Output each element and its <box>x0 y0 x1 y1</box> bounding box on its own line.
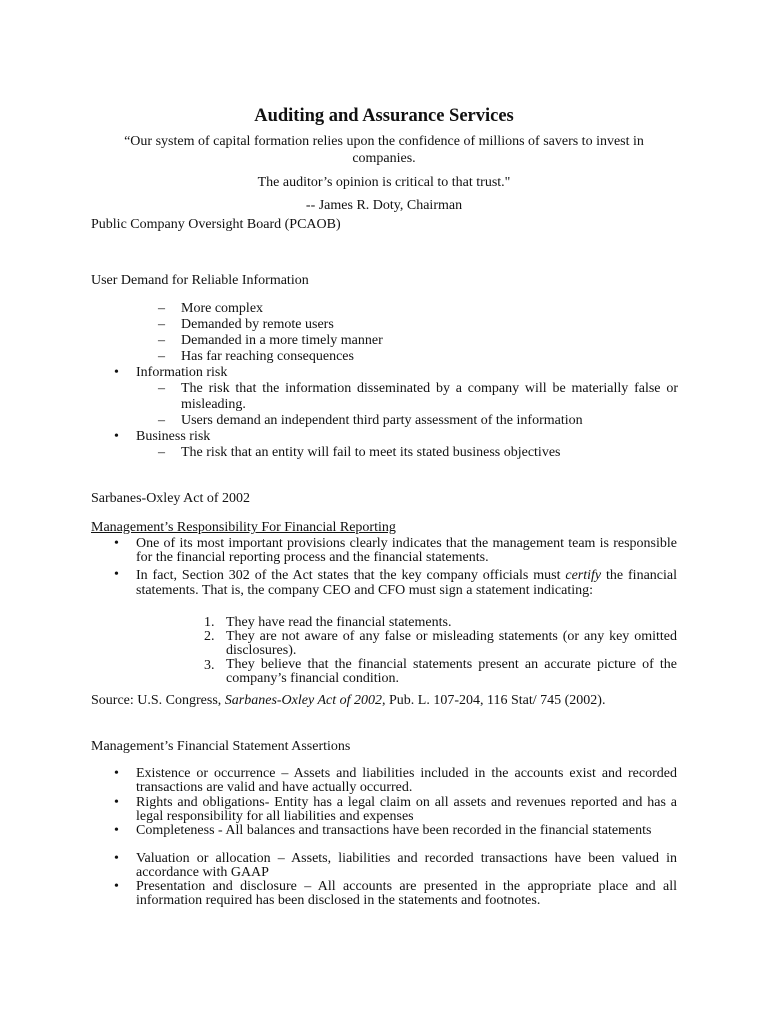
list-item: Demanded in a more timely manner <box>181 333 383 348</box>
numbered-item: They have read the financial statements. <box>226 615 452 630</box>
source-citation <box>91 693 605 709</box>
bullet-marker: • <box>114 823 119 838</box>
list-item: Demanded by remote users <box>181 317 334 332</box>
bullet-marker: • <box>114 795 119 810</box>
list-item: Existence or occurrence – Assets and liabilities included in the accounts exist and recorded transactions are valid and have actually occurred. <box>136 766 677 795</box>
section-heading-user-demand: User Demand for Reliable Information <box>91 273 309 288</box>
dash-marker: – <box>158 413 165 428</box>
number-marker: 3. <box>204 658 215 673</box>
quote-organization: Public Company Oversight Board (PCAOB) <box>91 217 341 232</box>
subheading-management-responsibility: Management’s Responsibility For Financial Reporting <box>91 520 396 535</box>
quote-attribution: -- James R. Doty, Chairman <box>305 198 463 213</box>
numbered-item: They believe that the financial statements present an accurate picture of the company’s financial condition. <box>226 657 677 686</box>
quote-line-1: “Our system of capital formation relies upon the confidence of millions of savers to invest in <box>124 134 644 149</box>
bullet-marker: • <box>114 879 119 894</box>
dash-marker: – <box>158 381 165 396</box>
emphasis-certify: certify <box>565 568 602 583</box>
text-run: , Pub. L. 107-204, 116 Stat/ 745 (2002). <box>382 693 606 708</box>
emphasis-act-title: Sarbanes-Oxley Act of 2002 <box>224 693 382 708</box>
number-marker: 2. <box>204 629 215 644</box>
numbered-item: They are not aware of any false or misleading statements (or any key omitted disclosures). <box>226 629 677 658</box>
dash-marker: – <box>158 333 165 348</box>
number-marker: 1. <box>204 615 215 630</box>
list-item: Has far reaching consequences <box>181 349 354 364</box>
text-run: the financial statements. That is, the company CEO and CFO must sign a statement indicating: <box>136 568 677 598</box>
dash-marker: – <box>158 445 165 460</box>
list-item: Users demand an independent third party assessment of the information <box>181 413 583 428</box>
bullet-marker: • <box>114 536 119 551</box>
dash-marker: – <box>158 301 165 316</box>
list-item: The risk that an entity will fail to meet its stated business objectives <box>181 445 561 460</box>
bullet-marker: • <box>114 766 119 781</box>
list-item-information-risk: Information risk <box>136 365 228 380</box>
quote-line-3: The auditor’s opinion is critical to that trust." <box>257 175 511 190</box>
dash-marker: – <box>158 349 165 364</box>
list-item: The risk that the information disseminated by a company will be materially false or misleading. <box>181 381 678 412</box>
text-run: Source: U.S. Congress, <box>91 693 225 708</box>
quote-line-2: companies. <box>352 151 416 166</box>
list-item: Rights and obligations- Entity has a legal claim on all assets and revenues reported and has a legal responsibility for all liabilities and expenses <box>136 795 677 824</box>
list-item <box>136 568 677 598</box>
bullet-marker: • <box>114 851 119 866</box>
list-item: Valuation or allocation – Assets, liabilities and recorded transactions have been valued in accordance with GAAP <box>136 851 677 880</box>
list-item: Presentation and disclosure – All accounts are presented in the appropriate place and all information required has been disclosed in the statements and footnotes. <box>136 879 677 908</box>
dash-marker: – <box>158 317 165 332</box>
text-run: In fact, Section 302 of the Act states that the key company officials must <box>136 568 566 583</box>
list-item: One of its most important provisions clearly indicates that the management team is responsible for the financial reporting process and the financial statements. <box>136 536 677 565</box>
section-heading-sox: Sarbanes-Oxley Act of 2002 <box>91 491 251 506</box>
list-item: Completeness - All balances and transactions have been recorded in the financial statements <box>136 823 652 838</box>
bullet-marker: • <box>114 365 119 380</box>
list-item: More complex <box>181 301 264 316</box>
bullet-marker: • <box>114 429 119 444</box>
page-title: Auditing and Assurance Services <box>254 106 514 126</box>
list-item-business-risk: Business risk <box>136 429 211 444</box>
section-heading-assertions: Management’s Financial Statement Assertions <box>91 739 351 754</box>
bullet-marker: • <box>114 567 119 582</box>
